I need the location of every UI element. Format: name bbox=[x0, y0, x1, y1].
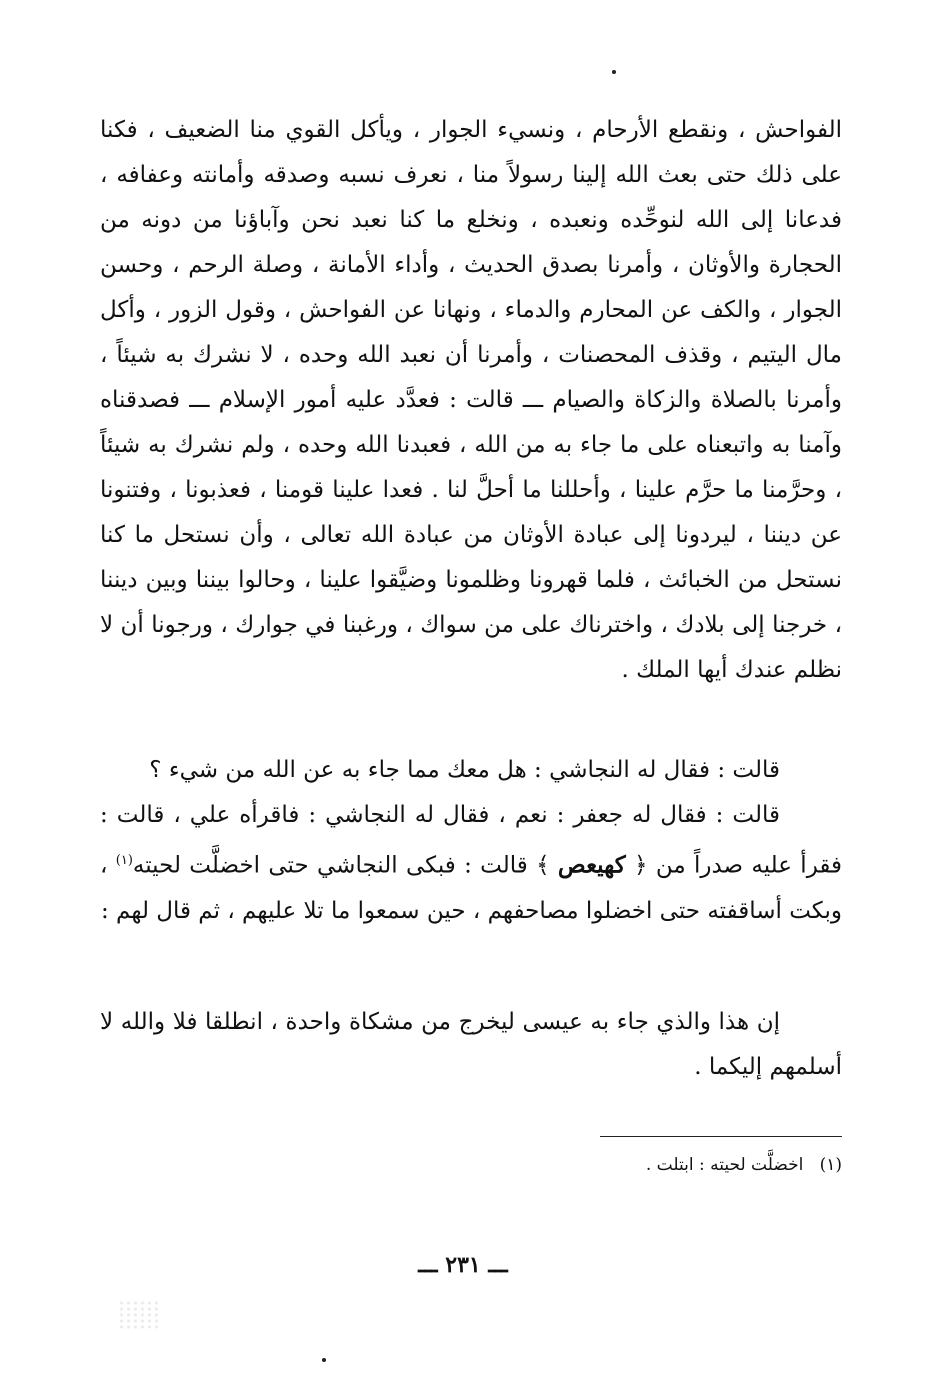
bottom-dot bbox=[322, 1358, 326, 1362]
scan-noise bbox=[118, 1300, 158, 1330]
footnote-text: اخضلَّت لحيته : ابتلت . bbox=[645, 1155, 804, 1175]
closing-paragraph: إن هذا والذي جاء به عيسى ليخرج من مشكاة واحدة ، انطلقا فلا والله لا أسلمهم إليكما . bbox=[100, 1009, 842, 1080]
dialogue-line-jafar-recites bbox=[100, 793, 842, 934]
footnote-divider bbox=[600, 1136, 842, 1137]
footnote bbox=[400, 1152, 842, 1178]
main-paragraph: الفواحش ، ونقطع الأرحام ، ونسيء الجوار ، ويأكل القوي منا الضعيف ، فكنا على ذلك حتى بعث الله إلينا رسولاً منا ، نعرف نسبه وصدقه وأمانته وعفافه ، فدعانا إلى الله لنوحِّده ونعبده ، ونخلع ما كنا نعبد نحن وآباؤنا من دونه من الحجارة والأوثان ، وأمرنا بصدق الحديث ، وأداء الأمانة ، وصلة الرحم ، وحسن الجوار ، والكف عن المحارم والدماء ، ونهانا عن الفواحش ، وقول الزور ، وأكل مال اليتيم ، وقذف المحصنات ، وأمرنا أن نعبد الله وحده ، لا نشرك به شيئاً ، وأمرنا بالصلاة والزكاة والصيام ـــ قالت : فعدَّد عليه أمور الإسلام ـــ فصدقناه وآمنا به واتبعناه على ما جاء به من الله ، فعبدنا الله وحده ، ولم نشرك به شيئاً ، وحرَّمنا ما حرَّم علينا ، وأحللنا ما أحلَّ لنا . فعدا علينا قومنا ، فعذبونا ، وفتنونا عن ديننا ، ليردونا إلى عبادة الأوثان من عبادة الله تعالى ، وأن نستحل ما كنا نستحل من الخبائث ، فلما قهرونا وظلمونا وضيَّقوا علينا ، وحالوا بيننا وبين ديننا ، خرجنا إلى بلادك ، واخترناك على من سواك ، ورغبنا في جوارك ، ورجونا أن لا نظلم عندك أيها الملك . bbox=[100, 117, 842, 683]
footnote-number: (١) bbox=[819, 1155, 842, 1175]
jafar-answer-text: قالت : فقال له جعفر : نعم ، فقال له النجاشي : فاقرأه علي ، قالت : فقرأ عليه صدراً من bbox=[100, 802, 843, 879]
main-text-block bbox=[100, 108, 842, 693]
quran-bracket-open: ﴿ bbox=[634, 852, 648, 879]
dialogue-block bbox=[100, 748, 842, 934]
footnote-reference: (١) bbox=[115, 853, 133, 868]
page-number: ـــ ٢٣١ ـــ bbox=[418, 1252, 508, 1278]
quran-bracket-close: ﴾ bbox=[536, 852, 550, 879]
bishops-weep-text: ، وبكت أساقفته حتى اخضلوا مصاحفهم ، حين سمعوا ما تلا عليهم ، ثم قال لهم : bbox=[100, 852, 842, 924]
top-dot bbox=[612, 70, 616, 74]
najashi-weeps-text: قالت : فبكى النجاشي حتى اخضلَّت لحيته bbox=[132, 852, 528, 879]
dialogue-line-najashi-question: قالت : فقال له النجاشي : هل معك مما جاء به عن الله من شيء ؟ bbox=[149, 757, 780, 783]
closing-block bbox=[100, 1000, 842, 1090]
quran-surah-kahyaas: كهيعص bbox=[557, 851, 626, 879]
